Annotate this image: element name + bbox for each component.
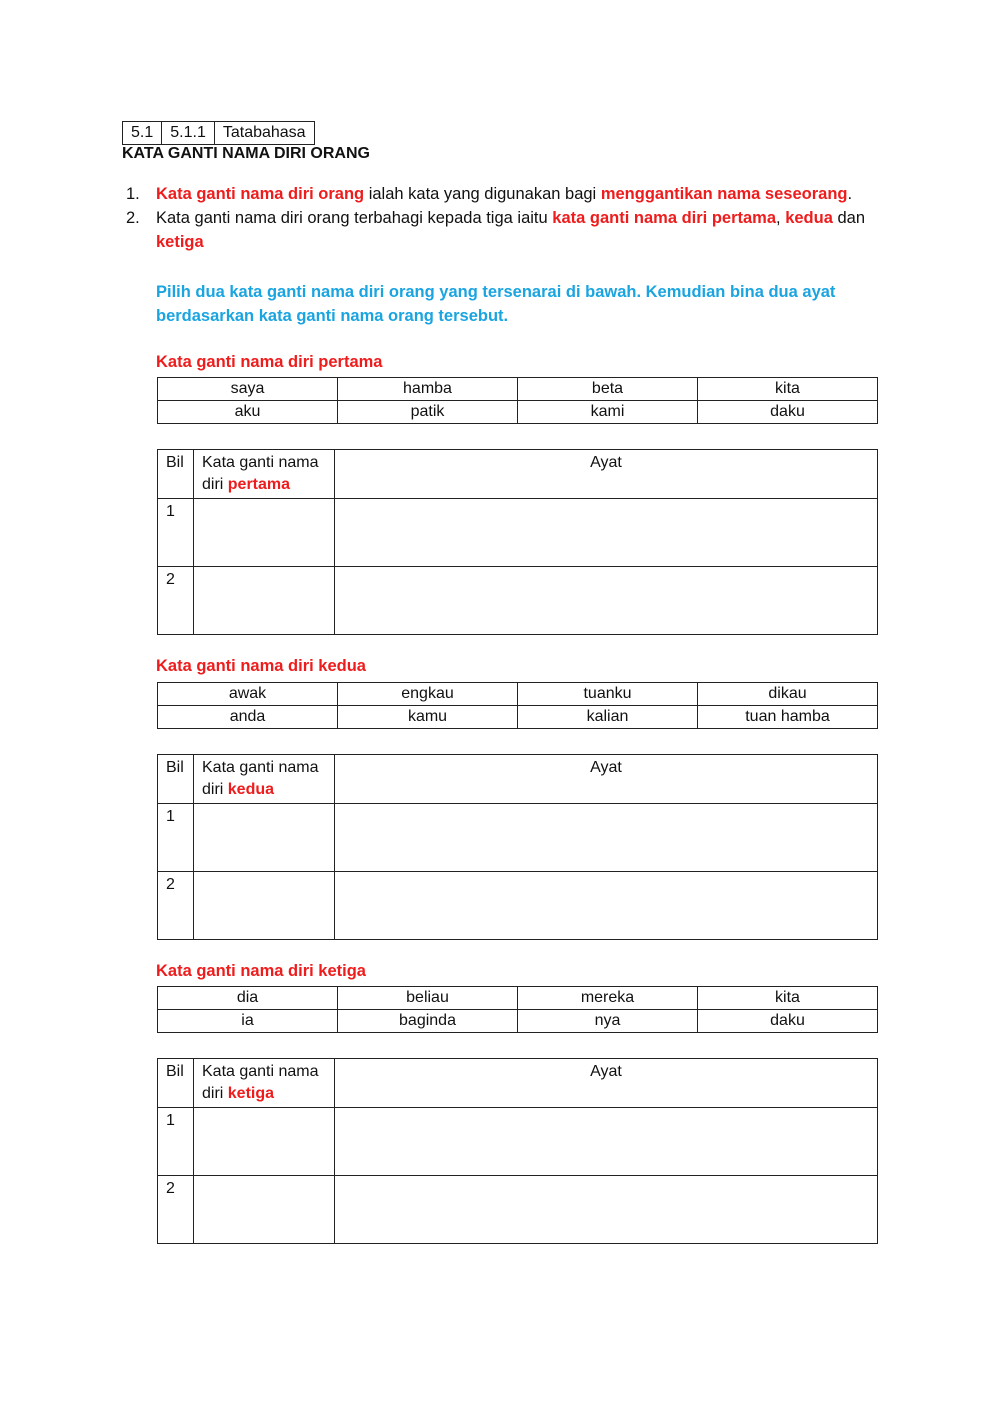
kata-answer-cell[interactable] — [194, 499, 335, 567]
kata-answer-cell[interactable] — [194, 872, 335, 940]
word-cell: tuanku — [518, 683, 698, 706]
word-cell: baginda — [338, 1010, 518, 1033]
ayat-answer-cell[interactable] — [335, 567, 878, 635]
note-text: Kata ganti nama diri orang terbahagi kepada tiga iaitu kata ganti nama diri pertama, kedua dan ketiga — [156, 209, 866, 251]
word-cell: kami — [518, 401, 698, 424]
word-cell: beta — [518, 378, 698, 401]
word-cell: kamu — [338, 706, 518, 729]
word-cell: saya — [158, 378, 338, 401]
ayat-answer-cell[interactable] — [335, 1108, 878, 1176]
section-heading-ketiga: Kata ganti nama diri ketiga — [156, 962, 366, 980]
word-cell: awak — [158, 683, 338, 706]
word-cell: nya — [518, 1010, 698, 1033]
word-cell: dia — [158, 987, 338, 1010]
word-cell: kita — [698, 987, 878, 1010]
answer-table-pertama — [157, 449, 878, 635]
row-number: 2 — [158, 567, 194, 635]
word-list-table-pertama — [157, 377, 878, 424]
column-header-ayat: Ayat — [335, 755, 878, 804]
note-text: Kata ganti nama diri orang ialah kata yang digunakan bagi menggantikan nama seseorang. — [156, 185, 853, 203]
row-number: 2 — [158, 1176, 194, 1244]
answer-table-kedua — [157, 754, 878, 940]
column-header-bil: Bil — [158, 755, 194, 804]
word-cell: aku — [158, 401, 338, 424]
word-cell: anda — [158, 706, 338, 729]
note-number: 2. — [126, 209, 140, 227]
column-header-ayat: Ayat — [335, 450, 878, 499]
table-row — [158, 499, 878, 567]
note-number: 1. — [126, 185, 140, 203]
kata-answer-cell[interactable] — [194, 567, 335, 635]
topic-code-table — [122, 121, 315, 145]
kata-answer-cell[interactable] — [194, 1108, 335, 1176]
table-row — [158, 872, 878, 940]
table-row — [158, 567, 878, 635]
row-number: 1 — [158, 1108, 194, 1176]
word-cell: tuan hamba — [698, 706, 878, 729]
row-number: 2 — [158, 872, 194, 940]
topic-cell: Tatabahasa — [214, 122, 314, 145]
word-cell: patik — [338, 401, 518, 424]
column-header-kata: Kata ganti nama diri ketiga — [194, 1059, 335, 1108]
instruction-text: Pilih dua kata ganti nama diri orang yang tersenarai di bawah. Kemudian bina dua ayat berdasarkan kata ganti nama orang tersebut. — [156, 283, 836, 325]
word-cell: beliau — [338, 987, 518, 1010]
kata-answer-cell[interactable] — [194, 804, 335, 872]
ayat-answer-cell[interactable] — [335, 872, 878, 940]
table-row — [158, 1108, 878, 1176]
word-list-table-kedua — [157, 682, 878, 729]
word-cell: daku — [698, 1010, 878, 1033]
kata-answer-cell[interactable] — [194, 1176, 335, 1244]
word-cell: daku — [698, 401, 878, 424]
ayat-answer-cell[interactable] — [335, 499, 878, 567]
word-list-table-ketiga — [157, 986, 878, 1033]
page-title: KATA GANTI NAMA DIRI ORANG — [122, 145, 370, 162]
table-row — [158, 1176, 878, 1244]
word-cell: ia — [158, 1010, 338, 1033]
word-cell: hamba — [338, 378, 518, 401]
row-number: 1 — [158, 804, 194, 872]
code-cell: 5.1.1 — [162, 122, 215, 145]
ayat-answer-cell[interactable] — [335, 804, 878, 872]
word-cell: engkau — [338, 683, 518, 706]
word-cell: kita — [698, 378, 878, 401]
answer-table-ketiga — [157, 1058, 878, 1244]
section-heading-pertama: Kata ganti nama diri pertama — [156, 353, 383, 371]
column-header-kata: Kata ganti nama diri pertama — [194, 450, 335, 499]
code-cell: 5.1 — [123, 122, 162, 145]
column-header-bil: Bil — [158, 450, 194, 499]
word-cell: dikau — [698, 683, 878, 706]
table-row — [158, 804, 878, 872]
word-cell: mereka — [518, 987, 698, 1010]
word-cell: kalian — [518, 706, 698, 729]
ayat-answer-cell[interactable] — [335, 1176, 878, 1244]
section-heading-kedua: Kata ganti nama diri kedua — [156, 657, 366, 675]
column-header-bil: Bil — [158, 1059, 194, 1108]
row-number: 1 — [158, 499, 194, 567]
column-header-kata: Kata ganti nama diri kedua — [194, 755, 335, 804]
column-header-ayat: Ayat — [335, 1059, 878, 1108]
